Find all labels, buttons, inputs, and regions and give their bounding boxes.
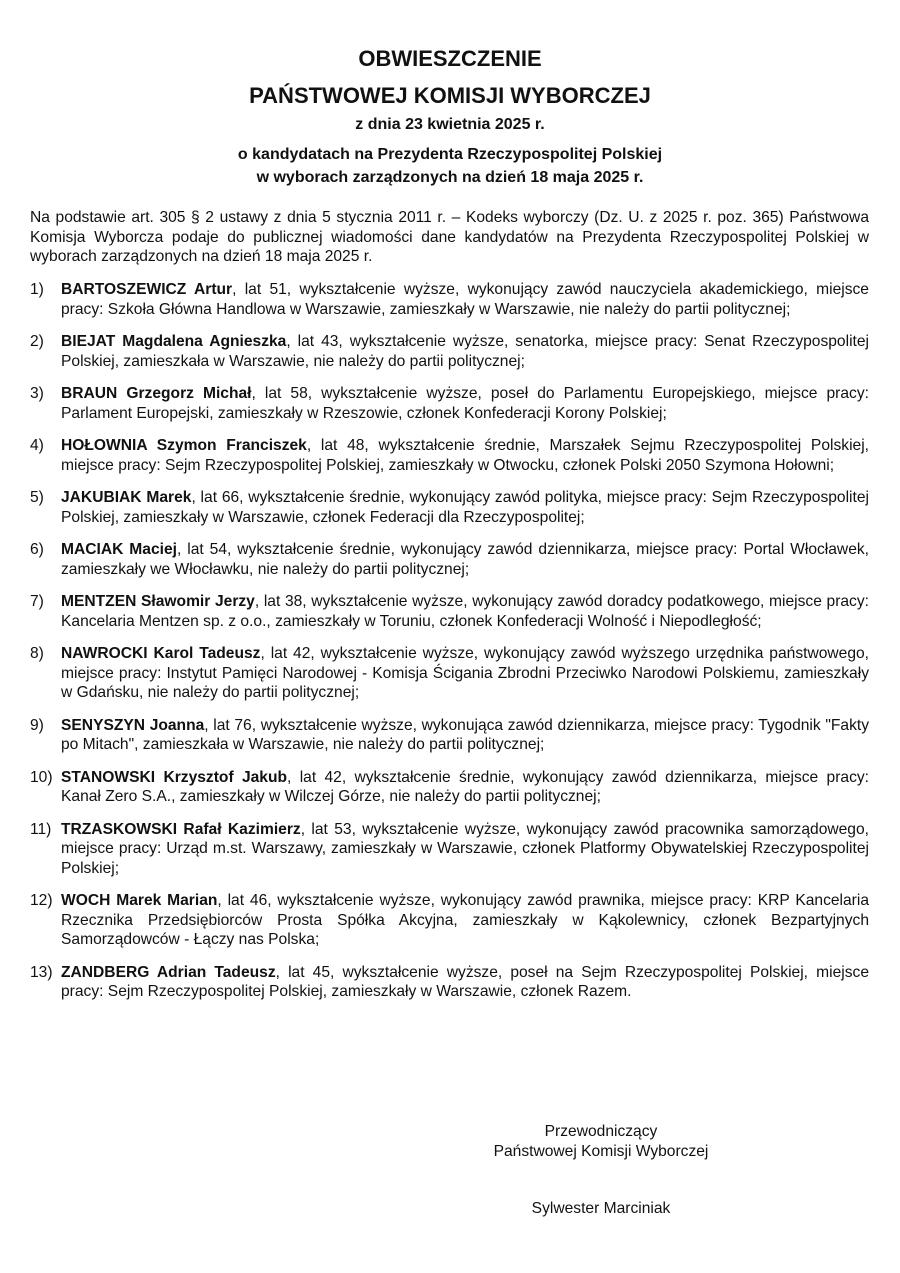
candidate-name: BARTOSZEWICZ Artur [61, 281, 233, 298]
candidate-number: 7) [30, 593, 44, 610]
candidate-number: 6) [30, 541, 44, 558]
candidate-list [30, 280, 869, 1015]
candidate-item [30, 384, 869, 423]
candidate-number: 5) [30, 489, 44, 506]
candidate-name: STANOWSKI Krzysztof Jakub [61, 768, 288, 786]
candidate-name: WOCH Marek Marian [61, 892, 218, 909]
candidate-details: , lat 48, wykształcenie średnie, Marszałek Sejmu Rzeczypospolitej Polskiej, miejsce pracy: Sejm Rzeczypospolitej Polskiej, zamieszkały w Otwocku, członek Polski 2050 Szymona Hołowni; [61, 437, 869, 474]
candidate-name: MACIAK Maciej [61, 541, 177, 558]
candidate-details: , lat 38, wykształcenie wyższe, wykonujący zawód doradcy podatkowego, miejsce pracy: Kancelaria Mentzen sp. z o.o., zamieszkały w Toruniu, członek Konfederacji Wolność i Niepodległość; [61, 593, 869, 630]
candidate-details: , lat 43, wykształcenie wyższe, senatorka, miejsce pracy: Senat Rzeczypospolitej Polskiej, zamieszkała w Warszawie, nie należy do partii politycznej; [61, 333, 869, 370]
candidate-name: NAWROCKI Karol Tadeusz [61, 645, 261, 662]
candidate-number: 10) [30, 768, 53, 786]
candidate-details: , lat 42, wykształcenie średnie, wykonujący zawód dziennikarza, miejsce pracy: Kanał Zero S.A., zamieszkały w Wilczej Górze, nie należy do partii politycznej; [61, 768, 870, 805]
document-date: z dnia 23 kwietnia 2025 r. [355, 116, 545, 133]
candidate-item [30, 488, 869, 527]
candidate-item [30, 768, 869, 807]
candidate-details: , lat 54, wykształcenie średnie, wykonujący zawód dziennikarza, miejsce pracy: Portal Włocławek, zamieszkały we Włocławku, nie należy do partii politycznej; [61, 541, 869, 578]
candidate-details: , lat 46, wykształcenie wyższe, wykonujący zawód prawnika, miejsce pracy: KRP Kancelaria Rzecznika Przedsiębiorców Prosta Spółka Akcyjna, zamieszkały w Kąkolewnicy, członek Bezpartyjnych Samorządowców - Łączy nas Polska; [61, 892, 870, 948]
intro-paragraph: Na podstawie art. 305 § 2 ustawy z dnia 5 stycznia 2011 r. – Kodeks wyborczy (Dz. U. z 2025 r. poz. 365) Państwowa Komisja Wyborcza podaje do publicznej wiadomości dane kandydatów na Prezydenta Rzeczypospolitej Polskiej w wyborach zarządzonych na dzień 18 maja 2025 r. [30, 209, 869, 265]
candidate-name: HOŁOWNIA Szymon Franciszek [61, 437, 307, 454]
candidate-item [30, 820, 869, 879]
candidate-number: 3) [30, 385, 44, 402]
candidate-number: 2) [30, 333, 44, 350]
candidate-name: JAKUBIAK Marek [61, 489, 192, 506]
candidate-item [30, 644, 869, 703]
candidate-name: SENYSZYN Joanna [61, 716, 205, 734]
candidate-number: 1) [30, 281, 44, 298]
document-subject-line-2: w wyborach zarządzonych na dzień 18 maja 2025 r. [256, 169, 644, 186]
candidate-number: 8) [30, 645, 44, 662]
candidate-item [30, 963, 869, 1002]
candidate-name: ZANDBERG Adrian Tadeusz [61, 963, 276, 981]
candidate-item [30, 280, 869, 319]
candidate-number: 4) [30, 437, 44, 454]
signatory-role: Przewodniczący [544, 1123, 658, 1140]
candidate-details: , lat 66, wykształcenie średnie, wykonujący zawód polityka, miejsce pracy: Sejm Rzeczypospolitej Polskiej, zamieszkały w Warszawie, członek Federacji dla Rzeczypospolitej; [61, 489, 869, 526]
candidate-name: BIEJAT Magdalena Agnieszka [61, 333, 287, 350]
signatory-institution: Państwowej Komisji Wyborczej [493, 1143, 709, 1160]
candidate-details: , lat 42, wykształcenie wyższe, wykonujący zawód wyższego urzędnika państwowego, miejsce pracy: Instytut Pamięci Narodowej - Komisja Ścigania Zbrodni Przeciwko Narodowi Polskiemu, zamieszkały w Gdańsku, nie należy do partii politycznej; [61, 645, 869, 701]
candidate-item [30, 891, 869, 950]
candidate-details: , lat 51, wykształcenie wyższe, wykonujący zawód nauczyciela akademickiego, miejsce pracy: Szkoła Główna Handlowa w Warszawie, zamieszkały w Warszawie, nie należy do partii politycznej; [61, 281, 869, 318]
candidate-details: , lat 58, wykształcenie wyższe, poseł do Parlamentu Europejskiego, miejsce pracy: Parlament Europejski, zamieszkały w Rzeszowie, członek Konfederacji Korony Polskiej; [61, 385, 869, 422]
candidate-item [30, 716, 869, 755]
candidate-number: 13) [30, 963, 53, 981]
candidate-details: , lat 45, wykształcenie wyższe, poseł na Sejm Rzeczypospolitej Polskiej, miejsce pracy: Sejm Rzeczypospolitej Polskiej, zamieszkały w Warszawie, członek Razem. [61, 963, 869, 1000]
candidate-number: 11) [30, 820, 52, 838]
candidate-name: BRAUN Grzegorz Michał [61, 385, 252, 402]
document-subject-line-1: o kandydatach na Prezydenta Rzeczypospolitej Polskiej [237, 146, 663, 163]
candidate-item [30, 436, 869, 475]
candidate-name: TRZASKOWSKI Rafał Kazimierz [61, 820, 301, 838]
candidate-item [30, 540, 869, 579]
candidate-details: , lat 53, wykształcenie wyższe, wykonujący zawód pracownika samorządowego, miejsce pracy: Urząd m.st. Warszawy, zamieszkały w Warszawie, członek Platformy Obywatelskiej Rzeczypospolitej Polskiej; [61, 820, 869, 877]
candidate-item [30, 592, 869, 631]
document-title: OBWIESZCZENIE [358, 46, 542, 71]
candidate-number: 9) [30, 716, 44, 734]
signatory-name: Sylwester Marciniak [531, 1200, 671, 1217]
candidate-number: 12) [30, 892, 53, 909]
candidate-details: , lat 76, wykształcenie wyższe, wykonująca zawód dziennikarza, miejsce pracy: Tygodnik "Fakty po Mitach", zamieszkała w Warszawie, nie należy do partii politycznej; [61, 716, 869, 753]
candidate-name: MENTZEN Sławomir Jerzy [61, 593, 255, 610]
candidate-item [30, 332, 869, 371]
issuing-authority: PAŃSTWOWEJ KOMISJI WYBORCZEJ [249, 83, 651, 108]
